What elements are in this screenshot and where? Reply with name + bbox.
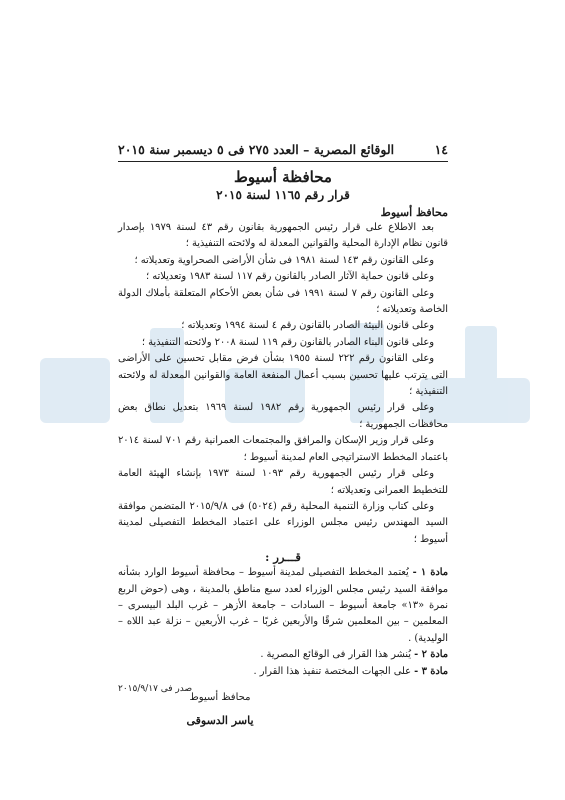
preamble-paragraph: وعلى قانون البيئة الصادر بالقانون رقم ٤ لسنة ١٩٩٤ وتعديلاته ؛ — [181, 320, 434, 332]
article-1 — [118, 565, 448, 647]
preamble-paragraph: وعلى القانون رقم ٢٢٢ لسنة ١٩٥٥ بشأن فرض مقابل تحسين على الأراضى التى يترتب عليها تحسين بسبب أعمال المنفعة العامة والقوانين المعدلة له ولائحته التنفيذية ؛ — [118, 353, 448, 398]
signatory-name: ياسر الدسوقى — [186, 714, 254, 727]
preamble-paragraph: وعلى القانون رقم ١٤٣ لسنة ١٩٨١ فى شأن الأراضى الصحراوية وتعديلاته ؛ — [134, 254, 434, 266]
issuer-label: محافظ أسيوط — [380, 206, 448, 219]
decree-body — [118, 220, 448, 696]
page-number: ١٤ — [434, 142, 448, 157]
article-text: يُعتمد المخطط التفصيلى لمدينة أسيوط – محافظة أسيوط الوارد بشأنه موافقة السيد رئيس مجلس الوزراء لعدد سبع مناطق بالمدينة ، وهى (حوض الربع نمرة «١٣» جامعة أسيوط – السادات – جامعة الأزهر – غرب البلد البيسرى – المعلمين – بين المعلمين شرقًا والأربعين غربًا – غرب الأربعين – نزلة عبد اللاه – الوليدية) . — [118, 567, 448, 644]
article-3 — [118, 664, 448, 680]
document-title: محافظة أسيوط — [234, 168, 332, 186]
article-text: على الجهات المختصة تنفيذ هذا القرار . — [253, 665, 411, 677]
article-label: مادة ٢ - — [414, 649, 448, 661]
page-header — [118, 140, 448, 160]
preamble-paragraph: وعلى قرار وزير الإسكان والمرافق والمجتمعات العمرانية رقم ٧٠١ لسنة ٢٠١٤ باعتماد المخطط الاستراتيجى العام لمدينة أسيوط ؛ — [118, 435, 448, 463]
header-rule — [118, 161, 448, 162]
preamble-paragraph: وعلى قرار رئيس الجمهورية رقم ١٩٨٢ لسنة ١٩٦٩ بتعديل نطاق بعض محافظات الجمهورية ؛ — [118, 402, 448, 430]
resolution-heading: قـــرر : — [265, 550, 301, 565]
preamble-paragraph: وعلى قانون البناء الصادر بالقانون رقم ١١٩ لسنة ٢٠٠٨ ولائحته التنفيذية ؛ — [141, 336, 434, 348]
article-label: مادة ١ - — [412, 567, 449, 579]
article-label: مادة ٣ - — [414, 665, 448, 677]
preamble-paragraph: وعلى كتاب وزارة التنمية المحلية رقم (٥٠٢٤) فى ٢٠١٥/٩/٨ المتضمن موافقة السيد المهندس رئيس مجلس الوزراء على اعتماد المخطط التفصيلى لمدينة أسيوط ؛ — [118, 500, 448, 545]
running-title: الوقائع المصرية – العدد ٢٧٥ فى ٥ ديسمبر سنة ٢٠١٥ — [118, 142, 395, 157]
issue-date: صدر فى ٢٠١٥/٩/١٧ — [118, 683, 193, 694]
preamble-paragraph: وعلى قانون حماية الآثار الصادر بالقانون رقم ١١٧ لسنة ١٩٨٣ وتعديلاته ؛ — [146, 271, 434, 283]
article-2 — [118, 647, 448, 663]
preamble-paragraph: وعلى القانون رقم ٧ لسنة ١٩٩١ فى شأن بعض الأحكام المتعلقة بأملاك الدولة الخاصة وتعديلاته ؛ — [118, 287, 448, 316]
signatory-title: محافظ أسيوط — [189, 692, 251, 703]
article-text: يُنشر هذا القرار فى الوقائع المصرية . — [260, 649, 411, 661]
preamble-paragraph: وعلى قرار رئيس الجمهورية رقم ١٠٩٣ لسنة ١٩٧٣ بإنشاء الهيئة العامة للتخطيط العمرانى وتعديلاته ؛ — [118, 468, 448, 496]
preamble-paragraph: بعد الاطلاع على قرار رئيس الجمهورية بقانون رقم ٤٣ لسنة ١٩٧٩ بإصدار قانون نظام الإدارة المحلية والقوانين المعدلة له ولائحته التنفيذية ؛ — [118, 222, 448, 250]
signature-block — [160, 690, 280, 730]
decree-number: قرار رقم ١١٦٥ لسنة ٢٠١٥ — [216, 188, 350, 202]
